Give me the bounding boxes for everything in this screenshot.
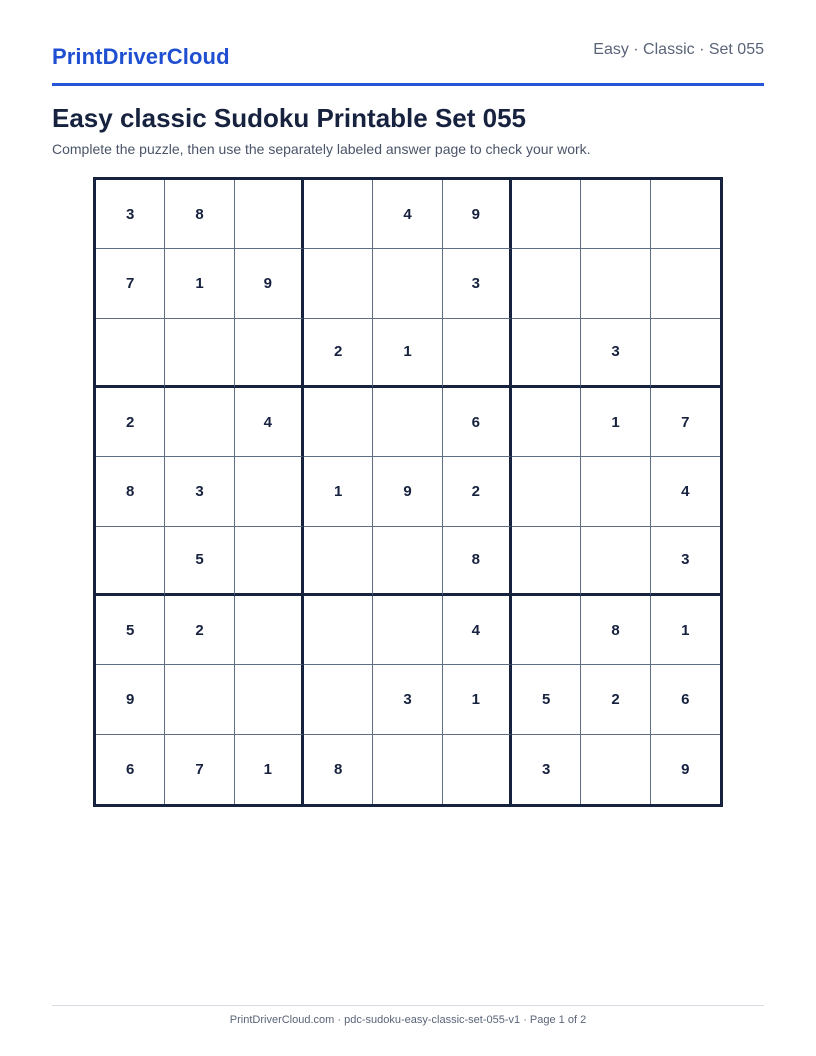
sudoku-cell-given: 2 [96,388,165,457]
sudoku-cell-empty[interactable] [165,665,234,734]
sudoku-cell-empty[interactable] [373,735,442,804]
sudoku-cell-empty[interactable] [373,527,442,596]
sudoku-cell-empty[interactable] [235,180,304,249]
sudoku-cell-given: 8 [165,180,234,249]
sudoku-cell-empty[interactable] [235,596,304,665]
sudoku-cell-empty[interactable] [304,180,373,249]
sudoku-cell-given: 3 [165,457,234,526]
sudoku-cell-empty[interactable] [512,388,581,457]
sudoku-cell-given: 1 [581,388,650,457]
sudoku-cell-given: 9 [443,180,512,249]
sudoku-cell-given: 2 [165,596,234,665]
sudoku-cell-empty[interactable] [512,249,581,318]
sudoku-cell-empty[interactable] [581,180,650,249]
sudoku-cell-empty[interactable] [165,388,234,457]
sudoku-cell-given: 6 [443,388,512,457]
sudoku-cell-given: 6 [96,735,165,804]
page-header [52,0,764,86]
sudoku-cell-given: 9 [235,249,304,318]
sudoku-cell-empty[interactable] [235,457,304,526]
footer-divider [52,1005,764,1006]
sudoku-cell-given: 2 [581,665,650,734]
sudoku-cell-empty[interactable] [512,527,581,596]
sudoku-cell-empty[interactable] [651,319,720,388]
sudoku-cell-empty[interactable] [373,388,442,457]
sudoku-cell-given: 3 [373,665,442,734]
sudoku-cell-given: 5 [165,527,234,596]
sudoku-cell-given: 3 [581,319,650,388]
sudoku-cell-given: 9 [681,760,690,778]
sudoku-cell-given: 1 [373,319,442,388]
sudoku-cell-empty[interactable] [512,180,581,249]
sudoku-cell-given: 7 [96,249,165,318]
sudoku-cell-given: 1 [443,665,512,734]
sudoku-cell-given: 5 [512,665,581,734]
sudoku-cell-given: 1 [235,735,304,804]
sudoku-cell-empty[interactable] [581,527,650,596]
set-info: Easy · Classic · Set 055 [593,41,764,58]
sudoku-cells [96,180,720,804]
sudoku-cell-empty[interactable] [373,249,442,318]
sudoku-cell-given: 9 [373,457,442,526]
sudoku-cell-empty[interactable] [373,596,442,665]
sudoku-cell-given: 1 [651,596,720,665]
sudoku-cell-empty[interactable] [96,319,165,388]
sudoku-cell-given: 1 [304,457,373,526]
sudoku-cell-empty[interactable] [443,735,512,804]
sudoku-cell-empty[interactable] [235,665,304,734]
sudoku-cell-empty[interactable] [512,596,581,665]
brand-logo[interactable]: PrintDriverCloud [52,44,230,69]
sudoku-grid [93,177,723,807]
sudoku-cell-empty[interactable] [96,527,165,596]
sudoku-cell-empty[interactable] [581,249,650,318]
sudoku-cell-empty[interactable] [235,319,304,388]
sudoku-cell-empty[interactable] [651,180,720,249]
sudoku-cell-empty[interactable] [581,457,650,526]
sudoku-cell-given: 8 [304,735,373,804]
sudoku-cell-given: 6 [651,665,720,734]
sudoku-cell-given: 7 [651,388,720,457]
sudoku-cell-given: 3 [96,180,165,249]
sudoku-cell-empty[interactable] [165,319,234,388]
sudoku-cell-given: 4 [443,596,512,665]
sudoku-cell-given: 5 [96,596,165,665]
sudoku-cell-given: 1 [165,249,234,318]
page-footer: PrintDriverCloud.com · pdc-sudoku-easy-classic-set-055-v1 · Page 1 of 2 [229,1014,587,1026]
sudoku-cell-empty[interactable] [512,457,581,526]
page-title: Easy classic Sudoku Printable Set 055 [52,103,527,133]
sudoku-cell-empty[interactable] [651,249,720,318]
sudoku-cell-given: 8 [96,457,165,526]
sudoku-cell-empty[interactable] [304,388,373,457]
sudoku-cell-empty[interactable] [304,596,373,665]
sudoku-cell-given: 3 [512,735,581,804]
sudoku-cell-given: 4 [373,180,442,249]
sudoku-cell-given: 3 [443,249,512,318]
sudoku-cell-given: 9 [96,665,165,734]
sudoku-cell-empty[interactable] [304,249,373,318]
sudoku-cell-given: 2 [304,319,373,388]
sudoku-cell-empty[interactable] [581,735,650,804]
sudoku-cell-empty[interactable] [235,527,304,596]
sudoku-cell-empty[interactable] [304,527,373,596]
sudoku-cell-given: 4 [651,457,720,526]
sudoku-cell-given: 4 [235,388,304,457]
page-subtitle: Complete the puzzle, then use the separately labeled answer page to check your work. [52,141,591,157]
sudoku-cell-given: 8 [581,596,650,665]
sudoku-cell-empty[interactable] [443,319,512,388]
sudoku-cell-given: 2 [443,457,512,526]
sudoku-cell-given: 7 [165,735,234,804]
sudoku-cell-empty[interactable] [512,319,581,388]
sudoku-cell-given: 3 [651,527,720,596]
sudoku-cell-given: 8 [443,527,512,596]
sudoku-cell-empty[interactable] [304,665,373,734]
